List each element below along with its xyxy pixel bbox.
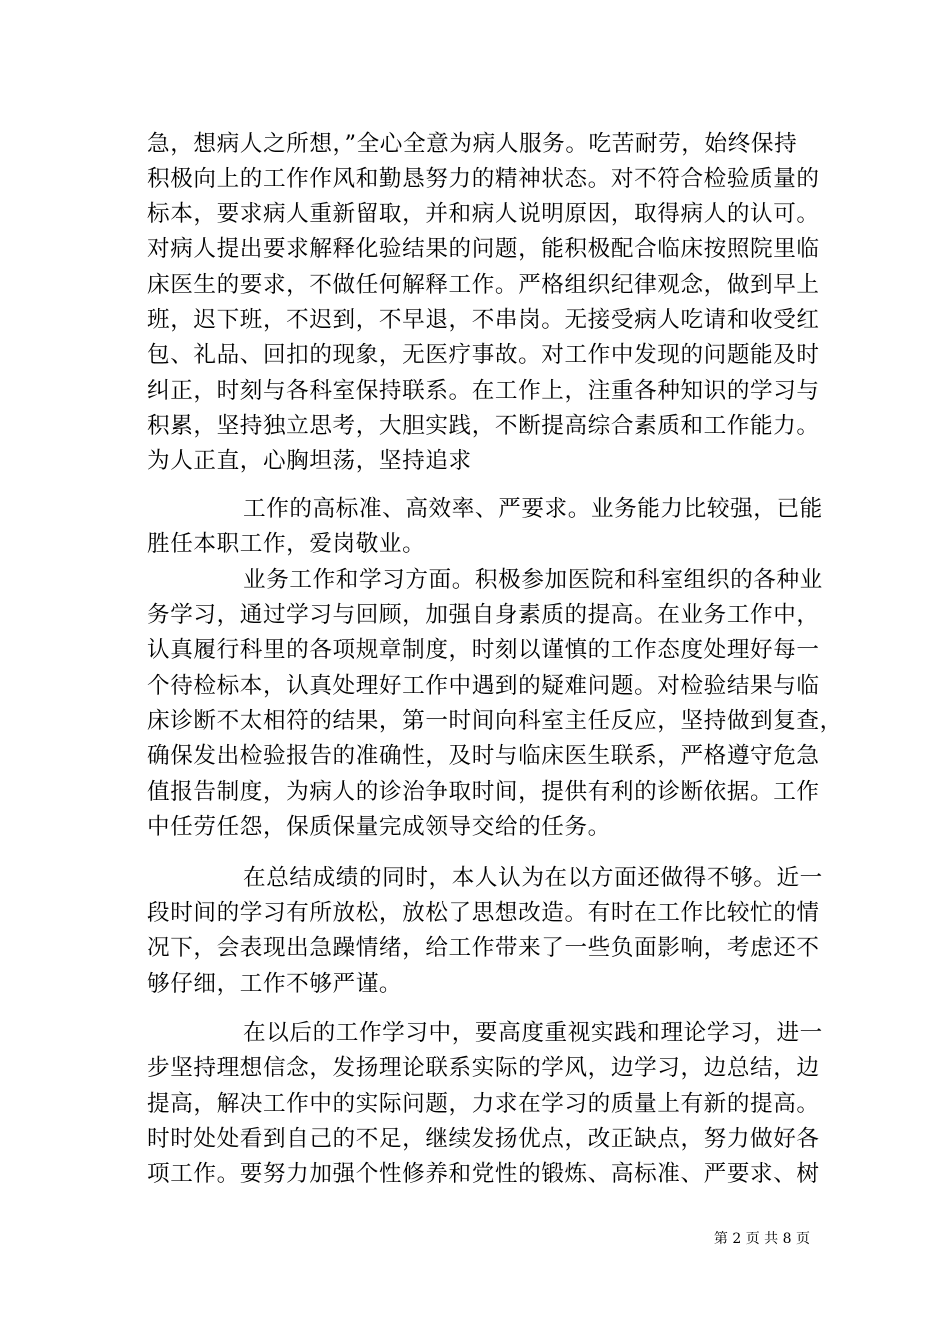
text-line: 确保发出检验报告的准确性，及时与临床医生联系，严格遵守危急	[147, 743, 820, 769]
text-line: 包、礼品、回扣的现象，无医疗事故。对工作中发现的问题能及时	[147, 342, 820, 368]
text-line: 时时处处看到自己的不足，继续发扬优点，改正缺点，努力做好各	[147, 1126, 820, 1152]
paragraph-start-line: 业务工作和学习方面。积极参加医院和科室组织的各种业	[243, 567, 823, 593]
text-line: 积极向上的工作作风和勤恳努力的精神状态。对不符合检验质量的	[147, 166, 820, 192]
text-line: 急，想病人之所想，”全心全意为病人服务。吃苦耐劳，始终保持	[147, 131, 798, 157]
text-line: 床诊断不太相符的结果，第一时间向科室主任反应，坚持做到复查，	[147, 708, 843, 734]
text-line: 提高，解决工作中的实际问题，力求在学习的质量上有新的提高。	[147, 1091, 820, 1117]
text-line: 床医生的要求，不做任何解释工作。严格组织纪律观念，做到早上	[147, 272, 820, 298]
text-line: 胜任本职工作，爱岗敬业。	[147, 531, 426, 557]
text-line: 务学习，通过学习与回顾，加强自身素质的提高。在业务工作中，	[147, 602, 820, 628]
text-line: 积累，坚持独立思考，大胆实践，不断提高综合素质和工作能力。	[147, 413, 820, 439]
paragraph-start-line: 在以后的工作学习中，要高度重视实践和理论学习，进一	[243, 1020, 823, 1046]
paragraph-start-line: 在总结成绩的同时，本人认为在以方面还做得不够。近一	[243, 865, 823, 891]
text-line: 值报告制度，为病人的诊治争取时间，提供有利的诊断依据。工作	[147, 779, 820, 805]
text-line: 为人正直，心胸坦荡，坚持追求	[147, 448, 472, 474]
paragraph-start-line: 工作的高标准、高效率、严要求。业务能力比较强，已能	[243, 496, 823, 522]
text-line: 班，迟下班，不迟到，不早退，不串岗。无接受病人吃请和收受红	[147, 307, 820, 333]
text-line: 步坚持理想信念，发扬理论联系实际的学风，边学习，边总结，边	[147, 1055, 820, 1081]
text-line: 标本，要求病人重新留取，并和病人说明原因，取得病人的认可。	[147, 201, 820, 227]
text-line: 段时间的学习有所放松，放松了思想改造。有时在工作比较忙的情	[147, 900, 820, 926]
text-line: 中任劳任怨，保质保量完成领导交给的任务。	[147, 814, 611, 840]
text-line: 对病人提出要求解释化验结果的问题，能积极配合临床按照院里临	[147, 236, 820, 262]
text-line: 够仔细，工作不够严谨。	[147, 971, 403, 997]
text-line: 况下，会表现出急躁情绪，给工作带来了一些负面影响，考虑还不	[147, 935, 820, 961]
text-line: 纠正，时刻与各科室保持联系。在工作上，注重各种知识的学习与	[147, 378, 820, 404]
text-line: 个待检标本，认真处理好工作中遇到的疑难问题。对检验结果与临	[147, 673, 820, 699]
page-number-footer: 第 2 页 共 8 页	[713, 1231, 810, 1247]
text-line: 项工作。要努力加强个性修养和党性的锻炼、高标准、严要求、树	[147, 1161, 820, 1187]
text-line: 认真履行科里的各项规章制度，时刻以谨慎的工作态度处理好每一	[147, 637, 820, 663]
